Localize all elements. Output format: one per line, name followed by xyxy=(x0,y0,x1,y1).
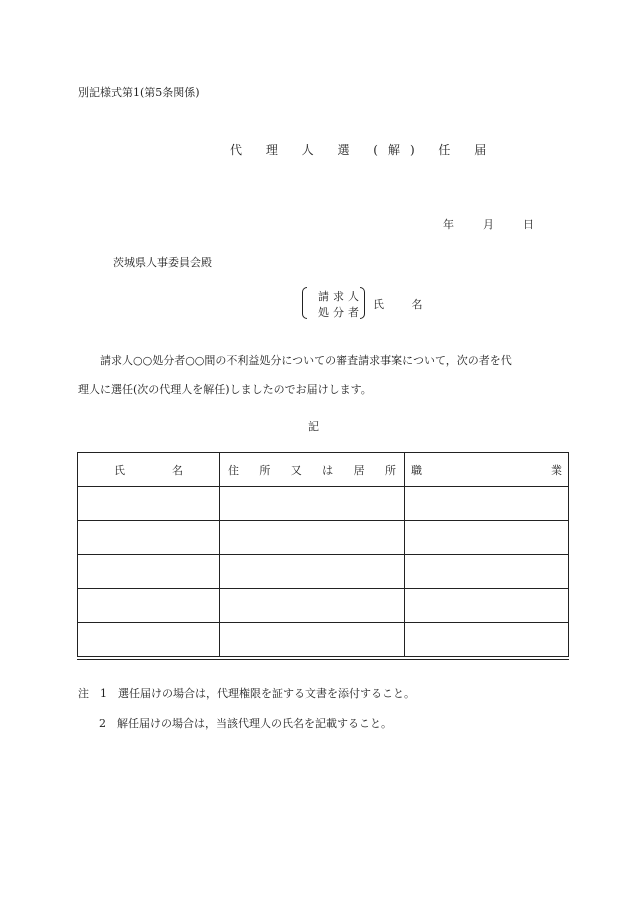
date-year: 年 xyxy=(443,218,454,231)
cell-name[interactable] xyxy=(78,487,220,521)
header-name xyxy=(78,453,220,487)
cell-occupation[interactable] xyxy=(405,521,569,555)
cell-name[interactable] xyxy=(78,623,220,659)
left-bracket xyxy=(302,287,307,319)
cell-address[interactable] xyxy=(220,521,405,555)
addressee: 茨城県人事委員会殿 xyxy=(113,256,212,269)
header-address-char: 所 xyxy=(259,463,271,477)
body-line-2: 理人に選任(次の代理人を解任)しましたのでお届けします。 xyxy=(78,383,372,396)
document-title: 代 理 人 選 (解) 任 届 xyxy=(230,143,497,157)
note-number: 1 xyxy=(100,687,107,700)
note-number: 2 xyxy=(99,717,106,730)
cell-address[interactable] xyxy=(220,487,405,521)
header-occupation-char: 業 xyxy=(551,463,562,477)
cell-occupation[interactable] xyxy=(405,623,569,659)
note-item-1 xyxy=(78,685,415,701)
note-text: 選任届けの場合は，代理権限を証する文書を添付すること。 xyxy=(118,687,415,700)
cell-occupation[interactable] xyxy=(405,555,569,589)
cell-name[interactable] xyxy=(78,555,220,589)
cell-name[interactable] xyxy=(78,589,220,623)
cell-address[interactable] xyxy=(220,555,405,589)
table-row xyxy=(78,623,569,659)
cell-occupation[interactable] xyxy=(405,589,569,623)
note-text: 解任届けの場合は，当該代理人の氏名を記載すること。 xyxy=(117,717,392,730)
header-address-char: 住 xyxy=(228,463,239,477)
role-requester: 請求人 xyxy=(318,290,363,303)
header-address-char: は xyxy=(322,463,334,477)
sender-name-label: 氏 名 xyxy=(373,298,435,311)
note-mark: 注 xyxy=(78,687,89,700)
note-item-2 xyxy=(99,715,392,731)
table-row xyxy=(78,521,569,555)
date-line xyxy=(443,216,534,232)
header-occupation xyxy=(405,453,569,487)
agent-table xyxy=(77,452,569,660)
body-line-1: 請求人○○処分者○○間の不利益処分についての審査請求事案について，次の者を代 xyxy=(100,354,512,367)
cell-address[interactable] xyxy=(220,589,405,623)
header-occupation-char: 職 xyxy=(411,463,422,477)
table-row xyxy=(78,555,569,589)
cell-name[interactable] xyxy=(78,521,220,555)
right-bracket xyxy=(360,287,365,319)
table-header-row xyxy=(78,453,569,487)
table-row xyxy=(78,589,569,623)
header-address-char: 居 xyxy=(353,463,365,477)
cell-address[interactable] xyxy=(220,623,405,659)
cell-occupation[interactable] xyxy=(405,487,569,521)
body-paragraph xyxy=(78,346,558,404)
header-name-char: 名 xyxy=(172,463,183,477)
header-address-char: 所 xyxy=(384,463,396,477)
role-disposer: 処分者 xyxy=(318,306,363,319)
date-day: 日 xyxy=(523,218,534,231)
ki-heading: 記 xyxy=(308,420,319,433)
header-address-char: 又 xyxy=(290,463,302,477)
form-reference: 別記様式第1(第5条関係) xyxy=(78,86,200,99)
header-address xyxy=(220,453,405,487)
table-row xyxy=(78,487,569,521)
date-month: 月 xyxy=(483,218,494,231)
header-name-char: 氏 xyxy=(114,463,125,477)
